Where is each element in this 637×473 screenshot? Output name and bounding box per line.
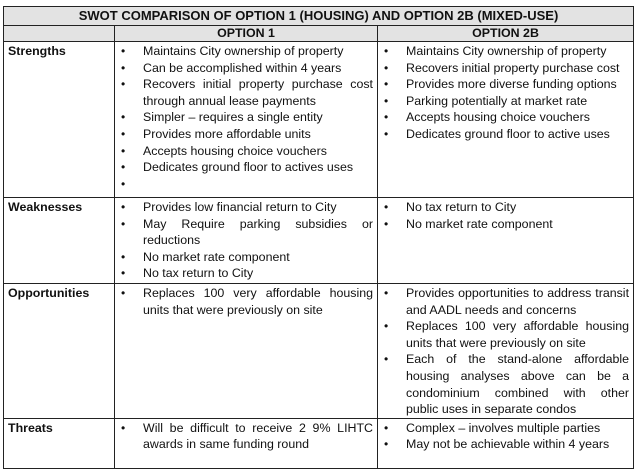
list-item: • Dedicates ground floor to active uses [406,126,629,143]
list-item: • Will be difficult to receive 2 9% LIHTC awards in same funding round [143,420,373,453]
list-item: • Accepts housing choice vouchers [143,143,373,160]
row-label-threats: Threats [4,418,115,468]
list-item: • Can be accomplished within 4 years [143,60,373,77]
threats-option-1 [115,418,378,468]
list-item: • Provides opportunities to address transit and AADL needs and concerns [406,285,629,318]
weaknesses-option-1 [115,198,378,284]
list-item: • Provides more diverse funding options [406,76,629,93]
row-label-opportunities: Opportunities [4,284,115,419]
list-item-empty [143,176,373,192]
list-item: • No market rate component [143,249,373,266]
list-item: • No market rate component [406,216,629,233]
list-item: • May not be achievable within 4 years [406,436,629,453]
strengths-option-1 [115,42,378,198]
list-item: • Recovers initial property purchase cost [406,60,629,77]
list-item: • Each of the stand-alone affordable housing analyses above can be a condominium combined with other public uses in separate condos [406,351,629,417]
list-item: • No tax return to City [143,265,373,282]
swot-table [3,6,634,469]
title-row [4,7,634,26]
list-item: • Provides more affordable units [143,126,373,143]
list-item: • Simpler – requires a single entity [143,109,373,126]
header-option-1: OPTION 1 [115,26,378,42]
row-label-strengths: Strengths [4,42,115,198]
header-row [4,26,634,42]
row-opportunities [4,284,634,419]
list-item: • May Require parking subsidies or reductions [143,216,373,249]
list-item: • Parking potentially at market rate [406,93,629,110]
opportunities-option-2b [378,284,634,419]
list-item: • Complex – involves multiple parties [406,420,629,437]
list-item: • Recovers initial property purchase cost through annual lease payments [143,76,373,109]
row-threats [4,418,634,468]
header-blank [4,26,115,42]
list-item: • Dedicates ground floor to actives uses [143,159,373,176]
list-item: • Maintains City ownership of property [406,43,629,60]
strengths-option-2b [378,42,634,198]
threats-option-2b [378,418,634,468]
list-item: • Accepts housing choice vouchers [406,109,629,126]
list-item: • Replaces 100 very affordable housing units that were previously on site [143,285,373,318]
row-strengths [4,42,634,198]
weaknesses-option-2b [378,198,634,284]
list-item: • Replaces 100 very affordable housing units that were previously on site [406,318,629,351]
list-item: • Maintains City ownership of property [143,43,373,60]
header-option-2b: OPTION 2B [378,26,634,42]
table-title: SWOT COMPARISON OF OPTION 1 (HOUSING) AND OPTION 2B (MIXED-USE) [4,7,634,26]
opportunities-option-1 [115,284,378,419]
list-item: • No tax return to City [406,199,629,216]
row-label-weaknesses: Weaknesses [4,198,115,284]
row-weaknesses [4,198,634,284]
list-item: • Provides low financial return to City [143,199,373,216]
